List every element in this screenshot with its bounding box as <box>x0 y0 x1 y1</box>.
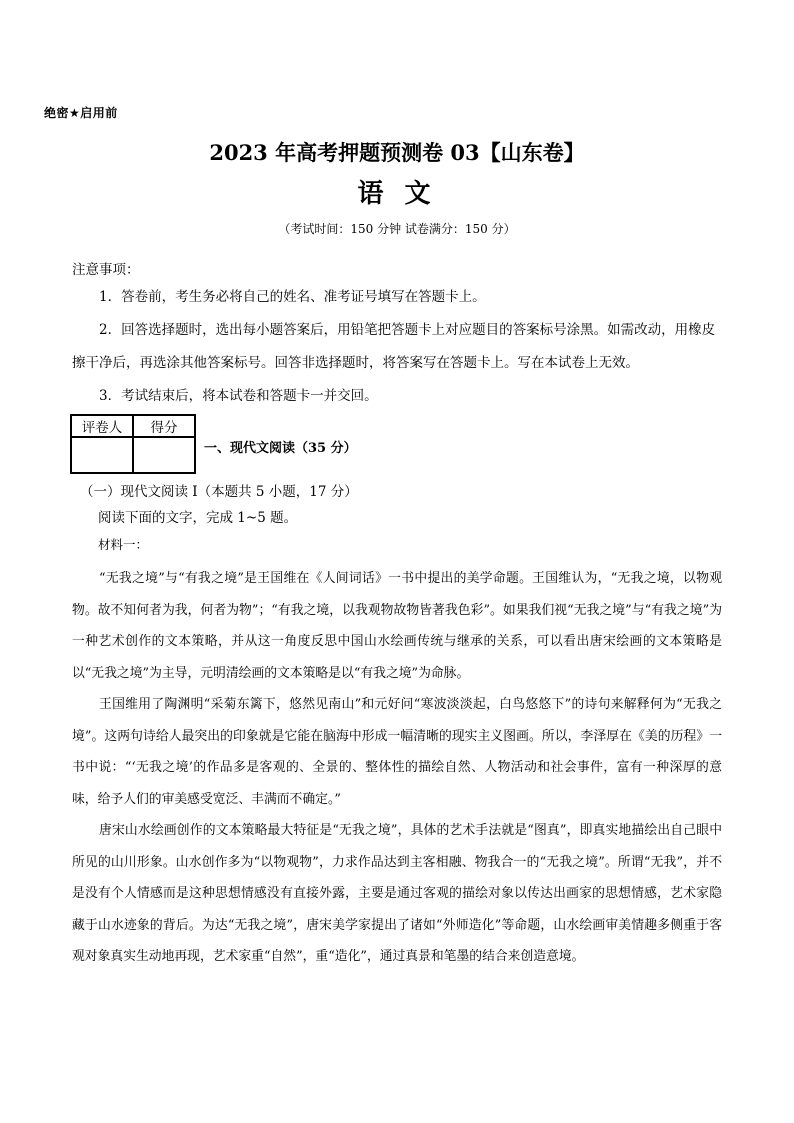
notice-item-1: 1．答卷前，考生务必将自己的姓名、准考证号填写在答题卡上。 <box>99 289 486 305</box>
exam-title: 2023 年高考押题预测卷 03【山东卷】 <box>209 140 585 165</box>
material-label: 材料一： <box>98 537 149 552</box>
score-table <box>70 414 196 474</box>
grader-cell <box>71 437 133 473</box>
notice-item-3: 3．考试结束后，将本试卷和答题卡一并交回。 <box>99 388 378 404</box>
section-heading: 一、现代文阅读（35 分） <box>204 441 357 456</box>
paragraph-3: 唐宋山水绘画创作的文本策略最大特征是“无我之境”，具体的艺术手法就是“图真”，即真实地描绘出自己眼中所见的山川形象。山水创作多为“以物观物”，力求作品达到主客相融、物我合一的“无我之境”。所谓“无我”，并不是没有个人情感而是这种思想情感没有直接外露，主要是通过客观的描绘对象以传达出画家的思想情感，艺术家隐藏于山水迹象的背后。为达“无我之境”，唐宋美学家提出了诸如“外师造化”等命题，山水绘画审美情趣多侧重于客观对象真实生动地再现，艺术家重“自然”，重“造化”，通过真景和笔墨的结合来创造意境。 <box>72 823 722 964</box>
exam-time-info: （考试时间：150 分钟 试卷满分：150 分） <box>278 222 516 236</box>
paragraph-2: 王国维用了陶渊明“采菊东篱下，悠然见南山”和元好问“寒波淡淡起，白鸟悠悠下”的诗句来解释何为“无我之境”。这两句诗给人最突出的印象就是它能在脑海中形成一幅清晰的现实主义图画。所以，李泽厚在《美的历程》一书中说：“‘无我之境’的作品多是客观的、全景的、整体性的描绘自然、人物活动和社会事件，富有一种深厚的意味，给予人们的审美感受宽泛、丰满而不确定。” <box>72 697 722 807</box>
paragraph-1: “无我之境”与“有我之境”是王国维在《人间词话》一书中提出的美学命题。王国维认为，“无我之境，以物观物。故不知何者为我，何者为物”；“有我之境，以我观物故物皆著我色彩”。如果我们视“无我之境”与“有我之境”为一种艺术创作的文本策略，并从这一角度反思中国山水绘画传统与继承的关系，可以看出唐宋绘画的文本策略是以“无我之境”为主导，元明清绘画的文本策略是以“有我之境”为命脉。 <box>72 571 722 681</box>
notice-item-2: 2．回答选择题时，选出每小题答案后，用铅笔把答题卡上对应题目的答案标号涂黑。如需改动，用橡皮擦干净后，再选涂其他答案标号。回答非选择题时，将答案写在答题卡上。写在本试卷上无效。 <box>72 322 716 371</box>
reading-instruction: 阅读下面的文字，完成 1~5 题。 <box>98 510 298 526</box>
score-header: 得分 <box>133 415 195 437</box>
grader-header: 评卷人 <box>71 415 133 437</box>
confidential-label: 绝密★启用前 <box>44 106 118 120</box>
subject-title: 语 文 <box>357 179 437 209</box>
score-cell <box>133 437 195 473</box>
part-heading: （一）现代文阅读 I（本题共 5 小题，17 分） <box>80 484 358 500</box>
notice-heading: 注意事项： <box>72 262 140 278</box>
